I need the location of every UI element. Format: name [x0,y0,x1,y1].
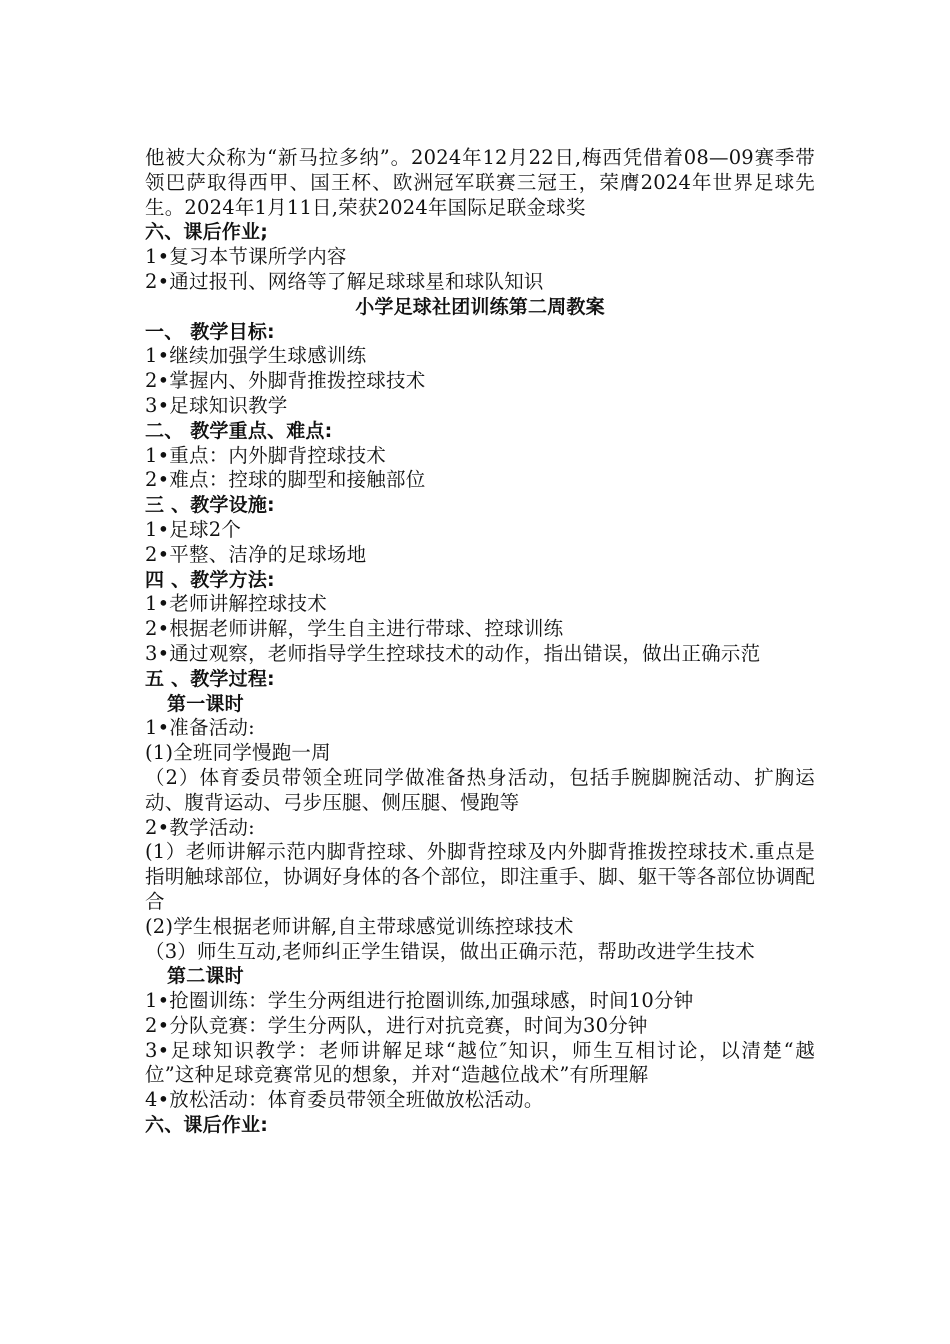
document-page [145,146,815,1138]
methods-item-1: 1•老师讲解控球技术 [145,592,327,616]
process-heading: 五 、教学过程: [145,667,275,690]
methods-heading: 四 、教学方法: [145,568,275,591]
document-title: 小学足球社团训练第二周教案 [355,295,605,318]
lesson2-item-3: 3•足球知识教学：老师讲解足球“越位″知识，师生互相讨论，以清楚“越位”这种足球竞赛常见的想象，并对“造越位战术”有所理解 [145,1038,815,1087]
lesson1-teach-item-1: (1）老师讲解示范内脚背控球、外脚背控球及内外脚背推拨控球技术.重点是指明触球部位，协调好身体的各个部位，即注重手、脚、躯干等各部位协调配合 [145,840,815,913]
facilities-heading: 三 、教学设施: [145,494,275,517]
lesson1-teach-label: 2•教学活动: [145,815,255,839]
lesson2-item-2: 2•分队竞赛：学生分两队，进行对抗竞赛，时间为30分钟 [145,1013,648,1037]
goals-heading: 一、 教学目标: [145,320,275,343]
homework-heading: 六、课后作业: [145,1114,268,1137]
homework-prev-item-2: 2•通过报刊、网络等了解足球球星和球队知识 [145,269,544,293]
goals-item-3: 3•足球知识教学 [145,393,288,417]
lesson1-teach-item-2: (2)学生根据老师讲解,自主带球感觉训练控球技术 [145,914,574,938]
lesson2-item-4: 4•放松活动：体育委员带领全班做放松活动。 [145,1088,544,1112]
facilities-item-1: 1•足球2个 [145,517,242,541]
goals-item-1: 1•继续加强学生球感训练 [145,344,367,368]
key-points-heading: 二、 教学重点、难点: [145,419,333,442]
goals-item-2: 2•掌握内、外脚背推拨控球技术 [145,369,426,393]
lesson2-heading: 第二课时 [167,965,244,988]
key-points-item-1: 1•重点：内外脚背控球技术 [145,443,387,467]
lesson1-heading: 第一课时 [167,692,244,715]
methods-item-3: 3•通过观察，老师指导学生控球技术的动作，指出错误，做出正确示范 [145,641,761,665]
key-points-item-2: 2•难点：控球的脚型和接触部位 [145,468,426,492]
methods-item-2: 2•根据老师讲解，学生自主进行带球、控球训练 [145,617,564,641]
intro-paragraph: 他被大众称为“新马拉多纳”。2024年12月22日,梅西凭借着08—09赛季带领巴萨取得西甲、国王杯、欧洲冠军联赛三冠王，荣膺2024年世界足球先生。2024年1月11日,荣获2024年国际足联金球奖 [145,146,815,219]
homework-prev-item-1: 1•复习本节课所学内容 [145,245,347,269]
facilities-item-2: 2•平整、洁净的足球场地 [145,542,367,566]
lesson1-prep-item-1: (1)全班同学慢跑一周 [145,741,331,765]
lesson2-item-1: 1•抢圈训练：学生分两组进行抢圈训练,加强球感，时间10分钟 [145,989,694,1013]
lesson1-prep-label: 1•准备活动: [145,716,255,740]
homework-prev-heading: 六、课后作业; [145,221,268,244]
lesson1-teach-item-3: （3）师生互动,老师纠正学生错误，做出正确示范，帮助改进学生技术 [145,939,756,963]
lesson1-prep-item-2: （2）体育委员带领全班同学做准备热身活动，包括手腕脚腕活动、扩胸运动、腹背运动、弓步压腿、侧压腿、慢跑等 [145,765,815,814]
